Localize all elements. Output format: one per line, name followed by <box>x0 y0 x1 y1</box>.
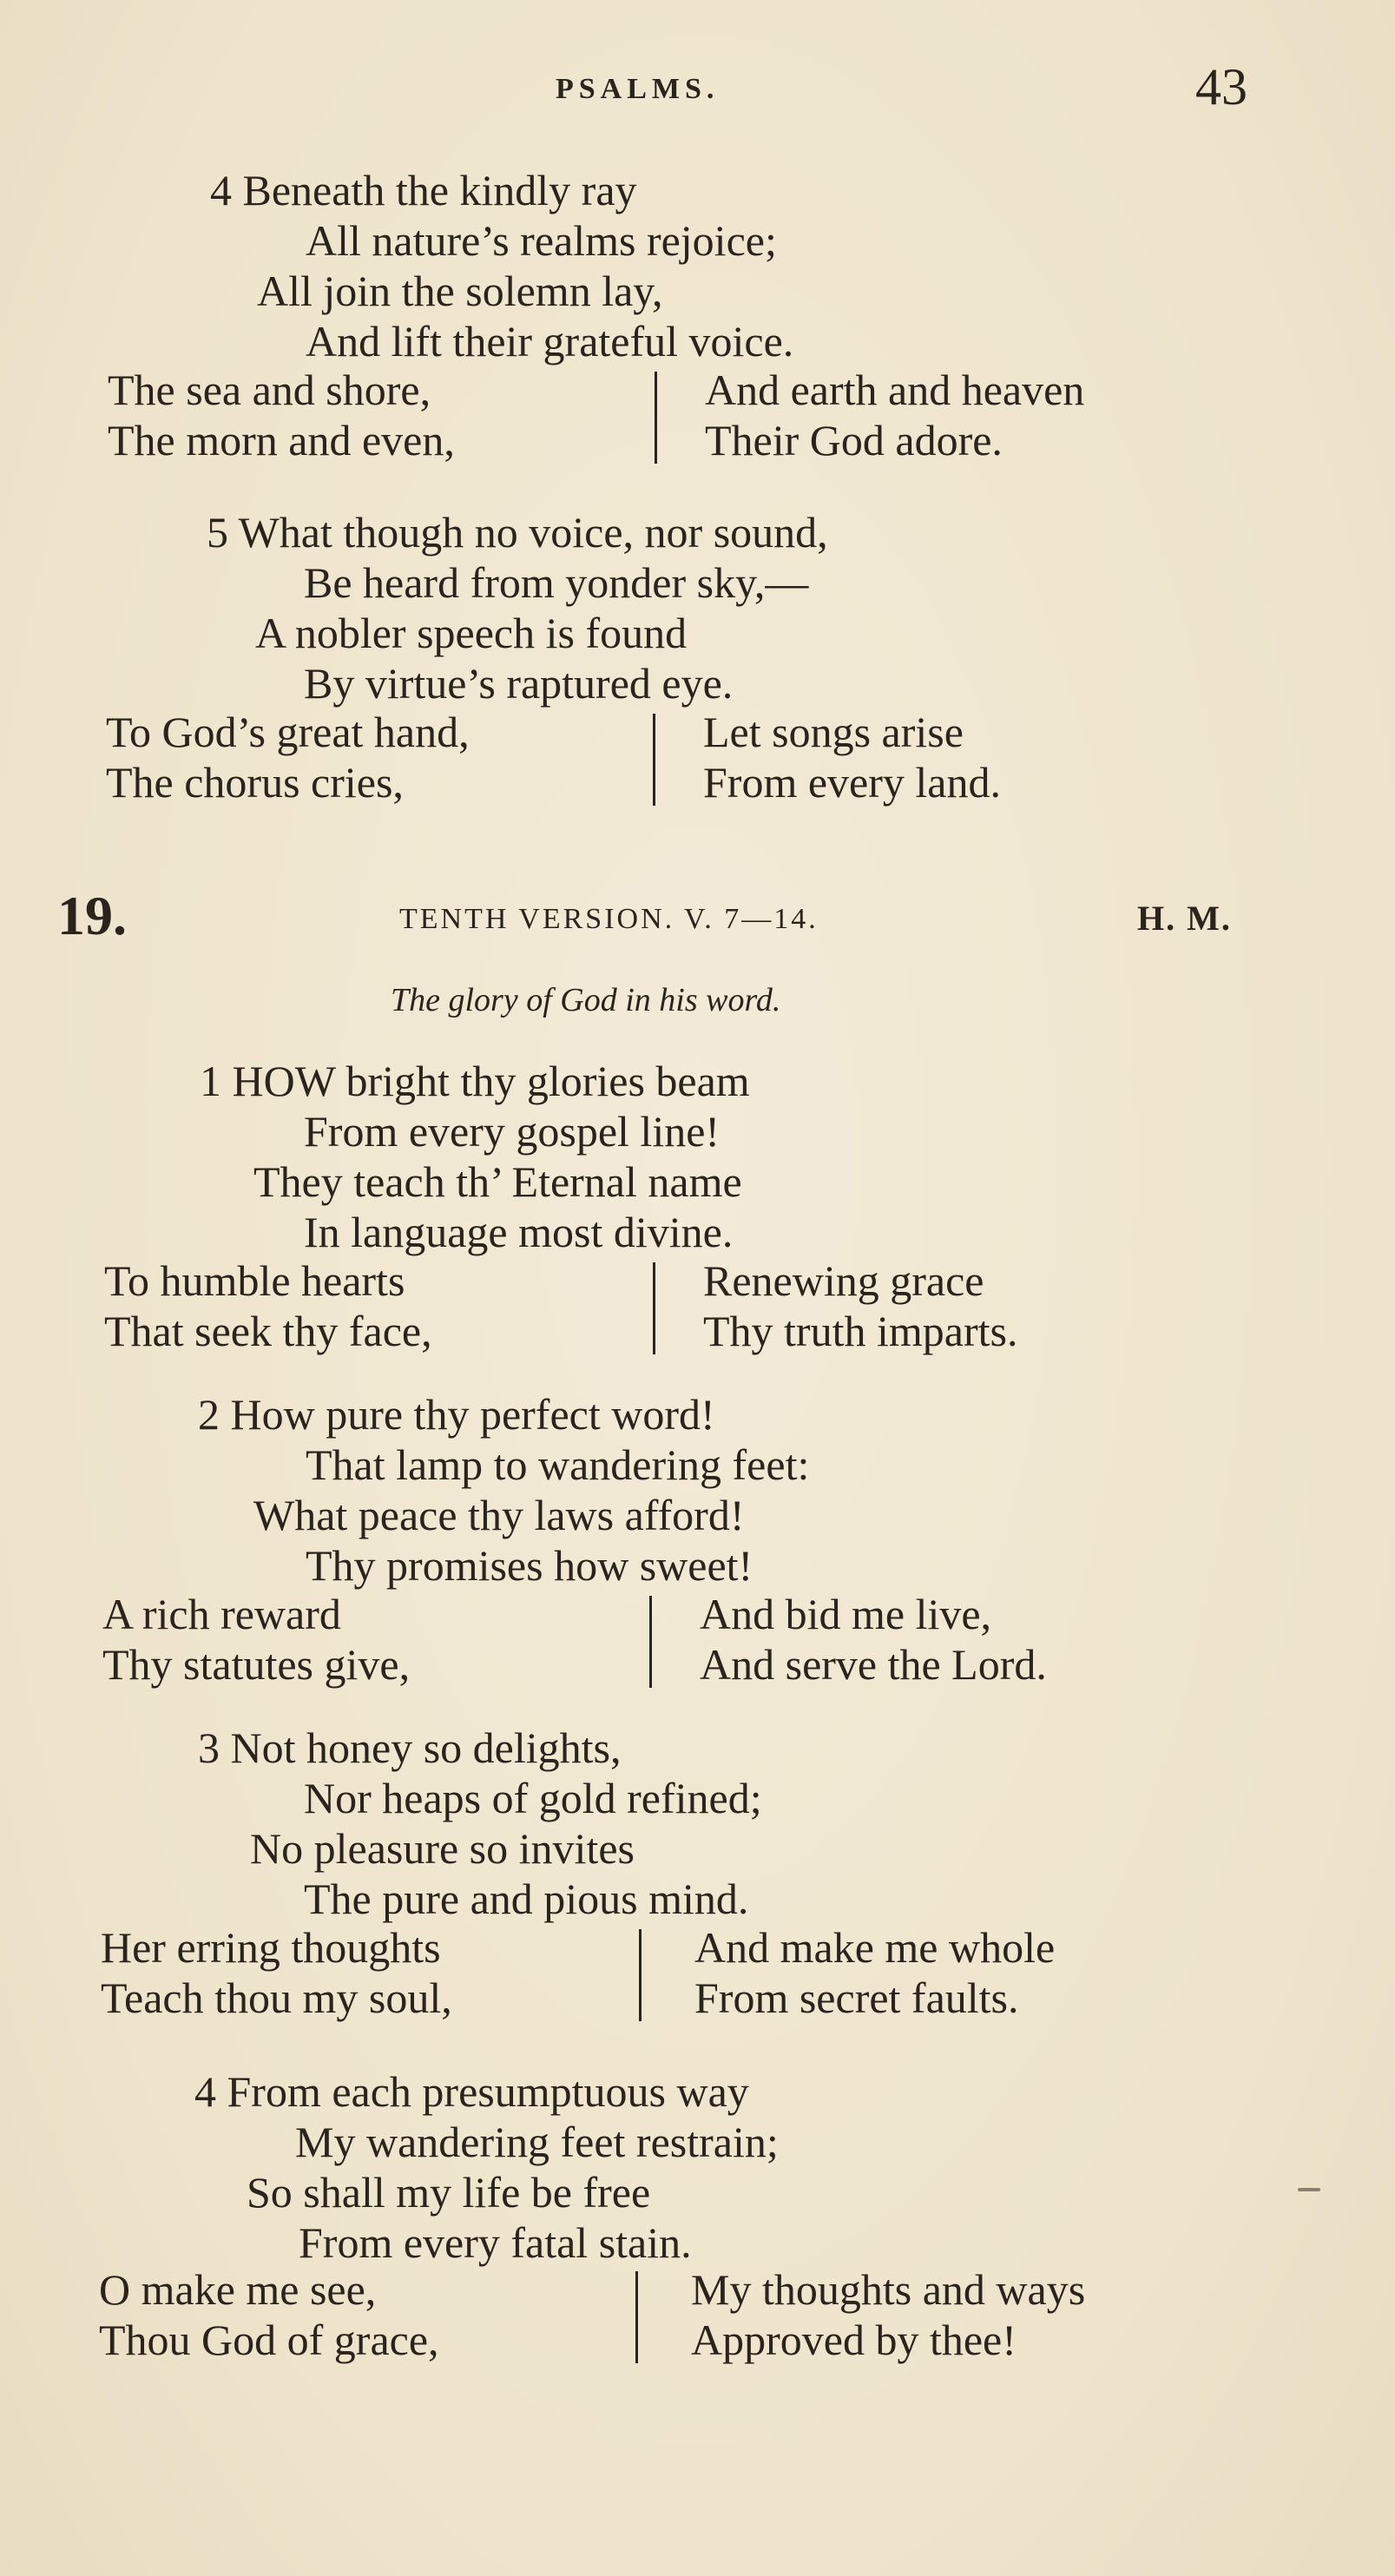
refrain-left: Her erring thoughts Teach thou my soul, <box>101 1923 452 2022</box>
refrain-left: A rich reward Thy statutes give, <box>102 1590 411 1689</box>
verse-line: The pure and pious mind. <box>304 1874 749 1923</box>
verse-line: Be heard from yonder sky,— <box>304 558 809 607</box>
running-title: PSALMS. <box>556 73 720 105</box>
refrain-divider <box>655 372 657 464</box>
refrain-right: Renewing grace Thy truth imparts. <box>703 1256 1018 1355</box>
verse-line: All join the solemn lay, <box>257 267 663 315</box>
hymn-subtitle: The glory of God in his word. <box>391 982 781 1018</box>
verse-line: All nature’s realms rejoice; <box>306 216 777 265</box>
refrain-right: My thoughts and ways Approved by thee! <box>691 2265 1086 2364</box>
verse-line: What peace thy laws afford! <box>253 1491 745 1539</box>
verse-line: Nor heaps of gold refined; <box>304 1774 762 1822</box>
hymn-number: 19. <box>57 885 127 946</box>
verse-line: My wandering feet restrain; <box>295 2118 779 2166</box>
refrain <box>0 2264 1395 2370</box>
hymn-version: TENTH VERSION. V. 7—14. <box>399 903 819 935</box>
verse-line: They teach th’ Eternal name <box>253 1157 742 1206</box>
refrain-divider <box>635 2271 638 2363</box>
refrain-right: And earth and heaven Their God adore. <box>705 366 1085 464</box>
refrain-right: Let songs arise From every land. <box>703 708 1001 807</box>
verse-line: That lamp to wandering feet: <box>306 1440 810 1489</box>
refrain-right: And bid me live, And serve the Lord. <box>700 1590 1047 1689</box>
hymn-meter: H. M. <box>1137 899 1232 938</box>
verse-line: From every gospel line! <box>304 1107 721 1156</box>
verse-line: 3 Not honey so delights, <box>198 1723 622 1772</box>
verse-line: 4 From each presumptuous way <box>194 2067 749 2116</box>
verse-line: From every fatal stain. <box>299 2218 692 2267</box>
refrain <box>0 707 1395 813</box>
verse-line: 2 How pure thy perfect word! <box>198 1390 715 1439</box>
hymn-header <box>0 884 1395 953</box>
refrain-divider <box>639 1929 642 2021</box>
refrain <box>0 1255 1395 1361</box>
verse-line: In language most divine. <box>304 1208 734 1256</box>
refrain <box>0 1589 1395 1695</box>
ink-mark <box>1298 2188 1320 2191</box>
verse-line: 1 HOW bright thy glories beam <box>200 1057 750 1105</box>
verse-line: And lift their grateful voice. <box>306 317 794 366</box>
verse-line: So shall my life be free <box>247 2168 651 2217</box>
running-head <box>0 57 1395 118</box>
refrain-divider <box>653 714 655 806</box>
refrain-left: To God’s great hand, The chorus cries, <box>106 708 470 807</box>
verse-line: By virtue’s raptured eye. <box>304 659 734 708</box>
refrain-left: To humble hearts That seek thy face, <box>104 1256 432 1355</box>
refrain-right: And make me whole From secret faults. <box>694 1923 1056 2022</box>
refrain <box>0 1922 1395 2028</box>
refrain-left: O make me see, Thou God of grace, <box>99 2265 439 2364</box>
verse-line: 4 Beneath the kindly ray <box>210 166 637 214</box>
refrain-left: The sea and shore, The morn and even, <box>108 366 455 464</box>
verse-line: A nobler speech is found <box>255 609 688 657</box>
verse-line: 5 What though no voice, nor sound, <box>207 508 828 557</box>
verse-line: No pleasure so invites <box>250 1824 635 1873</box>
refrain <box>0 365 1395 471</box>
refrain-divider <box>649 1596 652 1688</box>
page-number: 43 <box>1195 58 1247 115</box>
refrain-divider <box>653 1262 655 1354</box>
verse-line: Thy promises how sweet! <box>306 1541 753 1590</box>
